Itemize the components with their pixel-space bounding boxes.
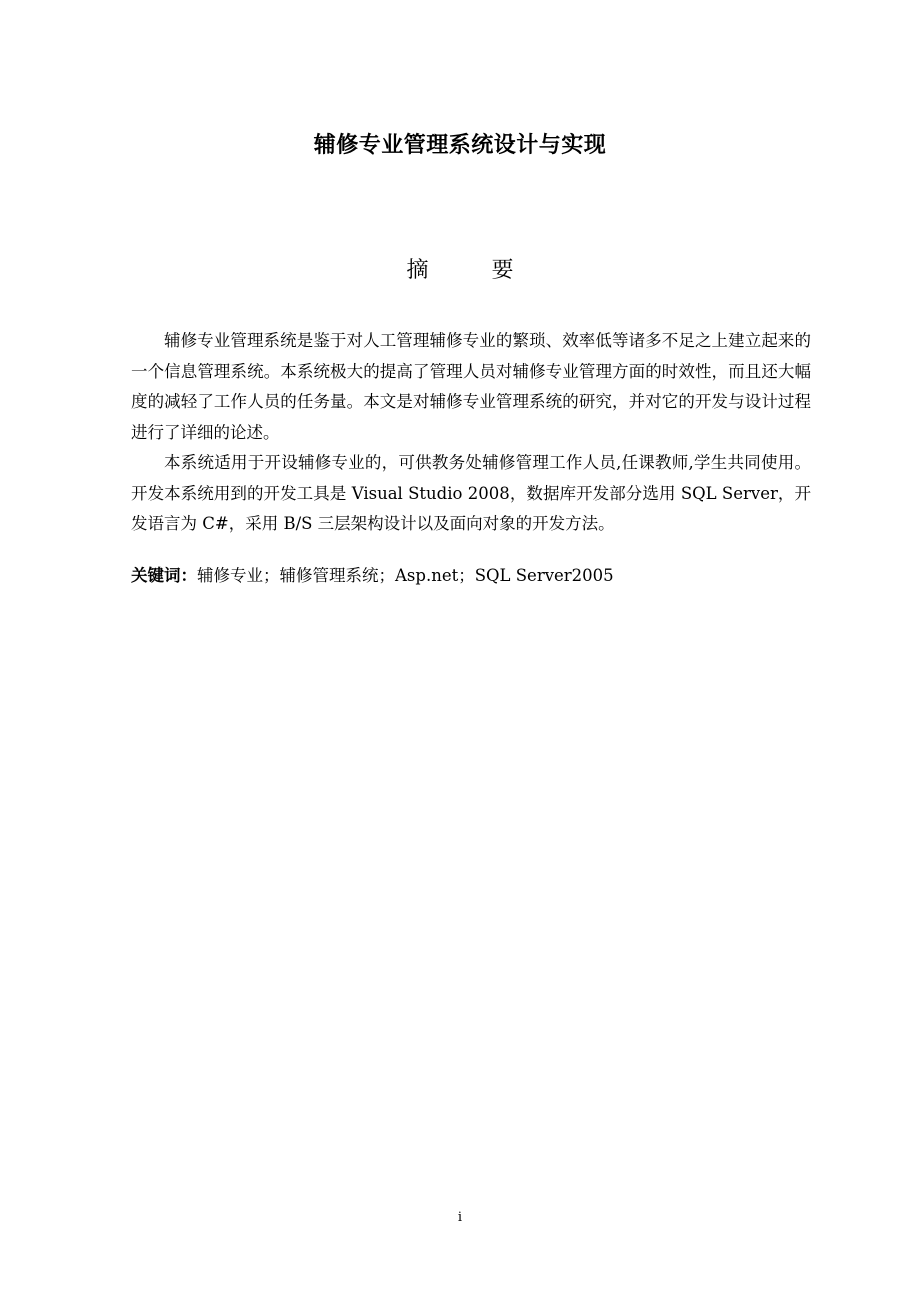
keywords-label: 关键词： [131, 566, 197, 585]
abstract-paragraph-1: 辅修专业管理系统是鉴于对人工管理辅修专业的繁琐、效率低等诸多不足之上建立起来的一个信息管理系统。本系统极大的提高了管理人员对辅修专业管理方面的时效性，而且还大幅度的减轻了工作人员的任务量。本文是对辅修专业管理系统的研究，并对它的开发与设计过程进行了详细的论述。 [131, 331, 811, 442]
abstract-body [131, 326, 811, 540]
page-number: i [457, 1210, 463, 1225]
keywords-text: 辅修专业；辅修管理系统；Asp.net；SQL Server2005 [197, 566, 614, 585]
document-title: 辅修专业管理系统设计与实现 [313, 133, 607, 158]
abstract-heading: 摘 要 [406, 258, 542, 283]
abstract-paragraph-2: 本系统适用于开设辅修专业的，可供教务处辅修管理工作人员,任课教师,学生共同使用。开发本系统用到的开发工具是 Visual Studio 2008，数据库开发部分选用 SQL Server，开发语言为 C#，采用 B/S 三层架构设计以及面向对象的开发方法。 [131, 453, 811, 533]
keywords-line [131, 562, 811, 590]
